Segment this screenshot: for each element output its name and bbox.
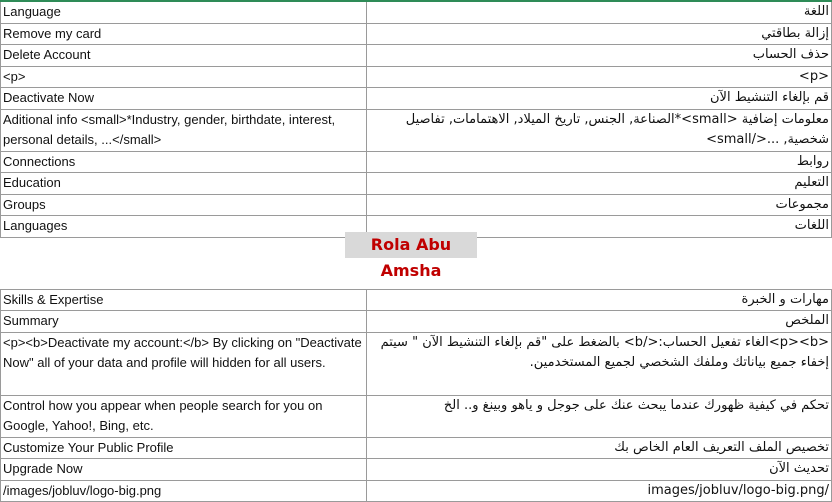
cell-english[interactable]: Summary	[1, 311, 367, 333]
cell-arabic[interactable]: اللغات	[367, 216, 832, 238]
translation-table-top	[0, 0, 832, 238]
table-row	[1, 194, 832, 216]
name-banner: Rola Abu Amsha	[345, 232, 477, 258]
table-row	[1, 66, 832, 88]
table-row	[1, 311, 832, 333]
cell-english[interactable]: Skills & Expertise	[1, 289, 367, 311]
table-row	[1, 45, 832, 67]
cell-arabic[interactable]: حذف الحساب	[367, 45, 832, 67]
cell-english[interactable]: <p>	[1, 66, 367, 88]
cell-arabic[interactable]: قم بإلغاء التنشيط الآن	[367, 88, 832, 110]
cell-arabic[interactable]: اللغة	[367, 1, 832, 23]
table-row	[1, 459, 832, 481]
table-row	[1, 437, 832, 459]
cell-arabic[interactable]: مجموعات	[367, 194, 832, 216]
table-row	[1, 332, 832, 395]
table-row	[1, 151, 832, 173]
cell-english[interactable]: Remove my card	[1, 23, 367, 45]
table-row	[1, 480, 832, 502]
cell-english[interactable]: Upgrade Now	[1, 459, 367, 481]
cell-arabic[interactable]: <p>	[367, 66, 832, 88]
cell-arabic[interactable]: تحديث الآن	[367, 459, 832, 481]
cell-english[interactable]: Languages	[1, 216, 367, 238]
cell-arabic[interactable]: التعليم	[367, 173, 832, 195]
table-row	[1, 395, 832, 437]
table-row	[1, 109, 832, 151]
translation-table-bottom	[0, 289, 832, 502]
table-row	[1, 88, 832, 110]
cell-arabic[interactable]: إزالة بطاقتي	[367, 23, 832, 45]
cell-arabic[interactable]: /images/jobluv/logo-big.png	[367, 480, 832, 502]
cell-arabic[interactable]: تخصيص الملف التعريف العام الخاص بك	[367, 437, 832, 459]
table-row	[1, 1, 832, 23]
table-row	[1, 173, 832, 195]
cell-english[interactable]: Control how you appear when people search for you on Google, Yahoo!, Bing, etc.	[1, 395, 367, 437]
cell-english[interactable]: Aditional info <small>*Industry, gender, birthdate, interest, personal details, ...</small>	[1, 109, 367, 151]
cell-arabic[interactable]: مهارات و الخبرة	[367, 289, 832, 311]
cell-english[interactable]: Education	[1, 173, 367, 195]
cell-english[interactable]: <p><b>Deactivate my account:</b> By clicking on "Deactivate Now" all of your data and profile will hidden for all users.	[1, 332, 367, 395]
cell-arabic[interactable]: معلومات إضافية <small>*الصناعة, الجنس, تاريخ الميلاد, الاهتمامات, تفاصيل شخصية, ...</small>	[367, 109, 832, 151]
cell-english[interactable]: Deactivate Now	[1, 88, 367, 110]
cell-arabic[interactable]: الملخص	[367, 311, 832, 333]
cell-english[interactable]: /images/jobluv/logo-big.png	[1, 480, 367, 502]
cell-arabic[interactable]: تحكم في كيفية ظهورك عندما يبحث عنك على جوجل و ياهو وبينغ و.. الخ	[367, 395, 832, 437]
cell-english[interactable]: Groups	[1, 194, 367, 216]
cell-english[interactable]: Delete Account	[1, 45, 367, 67]
cell-arabic[interactable]: <p><b>الغاء تفعيل الحساب:</b> بالضغط على "قم بإلغاء التنشيط الآن " سيتم إخفاء جميع بياناتك وملفك الشخصي لجميع المستخدمين.	[367, 332, 832, 395]
cell-arabic[interactable]: روابط	[367, 151, 832, 173]
cell-english[interactable]: Language	[1, 1, 367, 23]
table-row	[1, 23, 832, 45]
cell-english[interactable]: Connections	[1, 151, 367, 173]
table-row	[1, 289, 832, 311]
cell-english[interactable]: Customize Your Public Profile	[1, 437, 367, 459]
